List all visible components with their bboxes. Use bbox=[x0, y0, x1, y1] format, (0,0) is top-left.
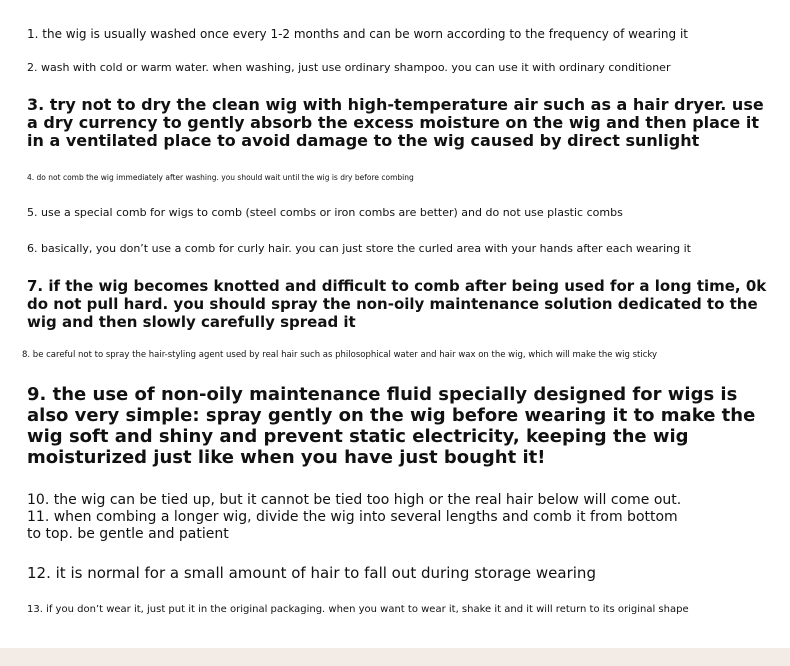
instruction-1: 1. the wig is usually washed once every 1-2 months and can be worn according to the frequency of wearing it bbox=[27, 27, 689, 41]
instruction-10-11: 10. the wig can be tied up, but it cannot be tied too high or the real hair below will come out. 11. when combing a longer wig, divide the wig into several lengths and comb it from bottom to top. be gentle and patient bbox=[27, 492, 682, 542]
instruction-9: 9. the use of non-oily maintenance fluid specially designed for wigs is also very simple: spray gently on the wig before wearing it to make the wig soft and shiny and prevent static electricity, keeping the wig moisturized just like when you have just bought it! bbox=[27, 384, 756, 468]
instruction-4: 4. do not comb the wig immediately after washing. you should wait until the wig is dry before combing bbox=[27, 173, 414, 182]
instruction-7: 7. if the wig becomes knotted and difficult to comb after being used for a long time, 0k do not pull hard. you should spray the non-oily maintenance solution dedicated to the wig and then slowly carefully spread it bbox=[27, 277, 767, 331]
bottom-band bbox=[0, 648, 790, 666]
instruction-5: 5. use a special comb for wigs to comb (steel combs or iron combs are better) and do not use plastic combs bbox=[27, 206, 623, 219]
instruction-3: 3. try not to dry the clean wig with high-temperature air such as a hair dryer. use a dry currency to gently absorb the excess moisture on the wig and then place it in a ventilated place to avoid damage to the wig caused by direct sunlight bbox=[27, 95, 764, 150]
instruction-13: 13. if you don’t wear it, just put it in the original packaging. when you want to wear it, shake it and it will return to its original shape bbox=[27, 604, 689, 615]
instruction-12: 12. it is normal for a small amount of hair to fall out during storage wearing bbox=[27, 564, 596, 582]
instruction-2: 2. wash with cold or warm water. when washing, just use ordinary shampoo. you can use it with ordinary conditioner bbox=[27, 61, 671, 74]
instruction-8: 8. be careful not to spray the hair-styling agent used by real hair such as philosophical water and hair wax on the wig, which will make the wig sticky bbox=[22, 350, 658, 360]
instruction-6: 6. basically, you don’t use a comb for curly hair. you can just store the curled area with your hands after each wearing it bbox=[27, 242, 691, 255]
